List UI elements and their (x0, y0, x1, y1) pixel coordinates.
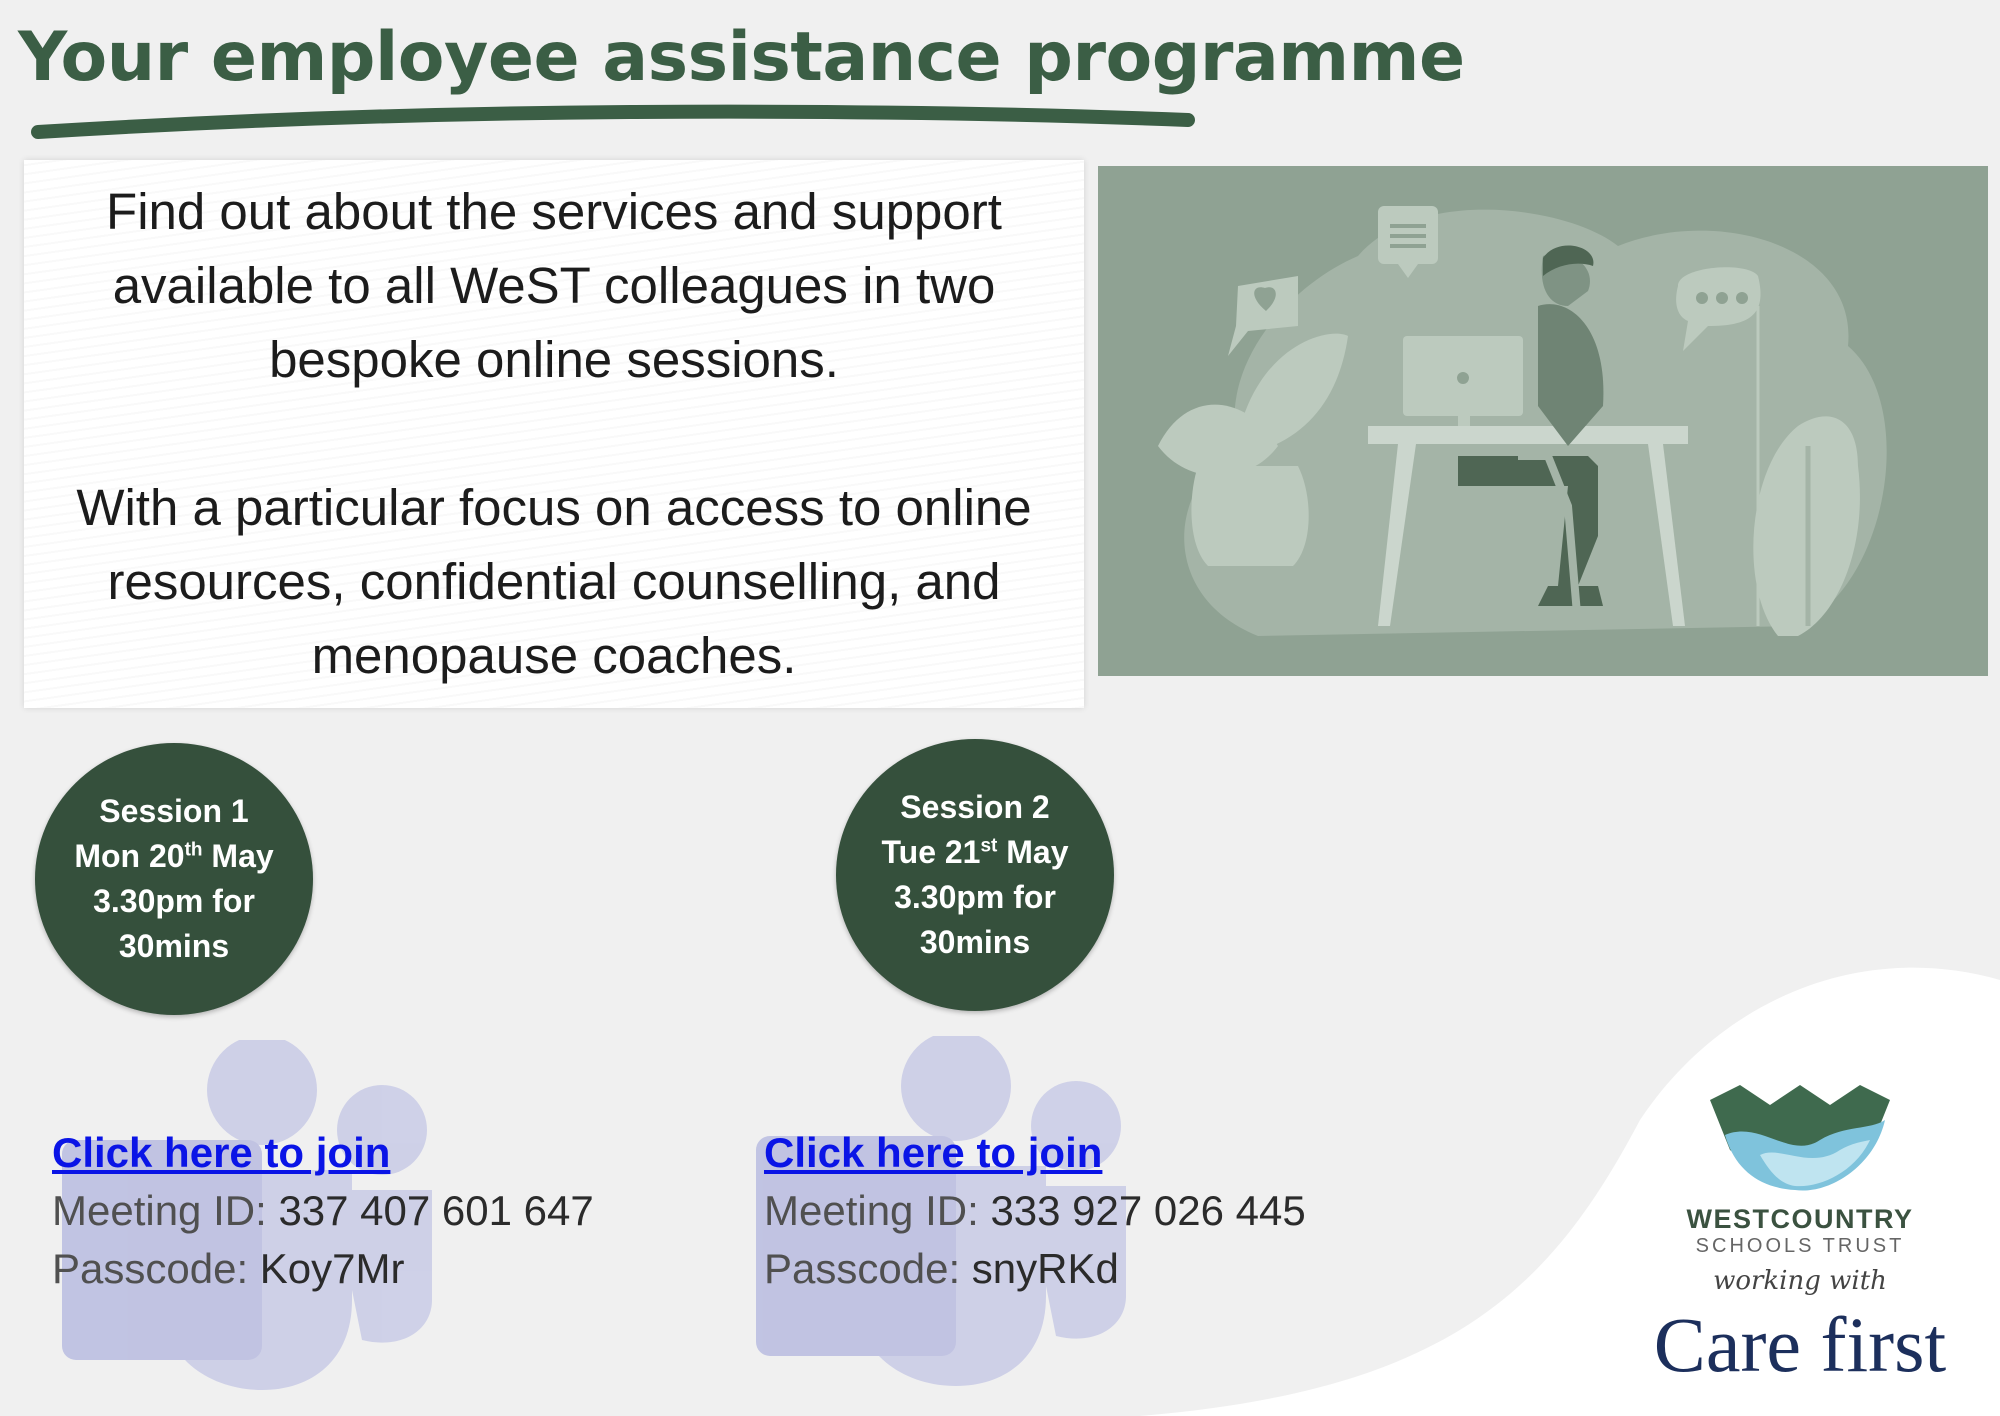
passcode-label: Passcode: (52, 1245, 249, 1292)
care-first-logo: Care first (1653, 1301, 1947, 1388)
title-underline (30, 100, 1196, 150)
intro-card (24, 160, 1084, 708)
session-2-badge (836, 739, 1114, 1011)
session-2-date: Tue 21st May (881, 834, 1069, 870)
session-1-join-link[interactable]: Click here to join (52, 1129, 391, 1176)
session-1-badge (35, 743, 313, 1015)
meeting-id-label: Meeting ID: (52, 1187, 267, 1234)
session-1-date: Mon 20th May (74, 838, 274, 874)
westcountry-wave-logo-icon (1700, 1080, 1900, 1200)
session-1-time: 3.30pm for (93, 883, 255, 919)
org-subtitle: SCHOOLS TRUST (1695, 1235, 1905, 1257)
session-2-duration: 30mins (919, 924, 1031, 960)
session-2-join-info (764, 1124, 1306, 1298)
session-2-join-link[interactable]: Click here to join (764, 1129, 1103, 1176)
intro-paragraph-1: Find out about the services and support available to all WeST colleagues in two bespoke online sessions. (106, 183, 1002, 388)
branding-block (1650, 1080, 1950, 1388)
session-1-passcode: Koy7Mr (259, 1245, 405, 1292)
session-1-name: Session 1 (99, 793, 249, 829)
meeting-id-label: Meeting ID: (764, 1187, 979, 1234)
session-2-passcode: snyRKd (971, 1245, 1119, 1292)
intro-paragraph-2: With a particular focus on access to online resources, confidential counselling, and menopause coaches. (76, 479, 1032, 684)
session-1-duration: 30mins (118, 928, 230, 964)
session-2-meeting-id: 333 927 026 445 (990, 1187, 1306, 1234)
working-with-text: working with (1713, 1266, 1887, 1296)
session-2-name: Session 2 (900, 789, 1050, 825)
passcode-label: Passcode: (764, 1245, 961, 1292)
org-name: WESTCOUNTRY (1686, 1204, 1914, 1234)
session-1-meeting-id: 337 407 601 647 (278, 1187, 594, 1234)
person-at-laptop-illustration (1098, 166, 1988, 676)
page-title: Your employee assistance programme (18, 18, 1465, 97)
session-2-time: 3.30pm for (894, 879, 1056, 915)
session-1-join-info (52, 1124, 594, 1298)
